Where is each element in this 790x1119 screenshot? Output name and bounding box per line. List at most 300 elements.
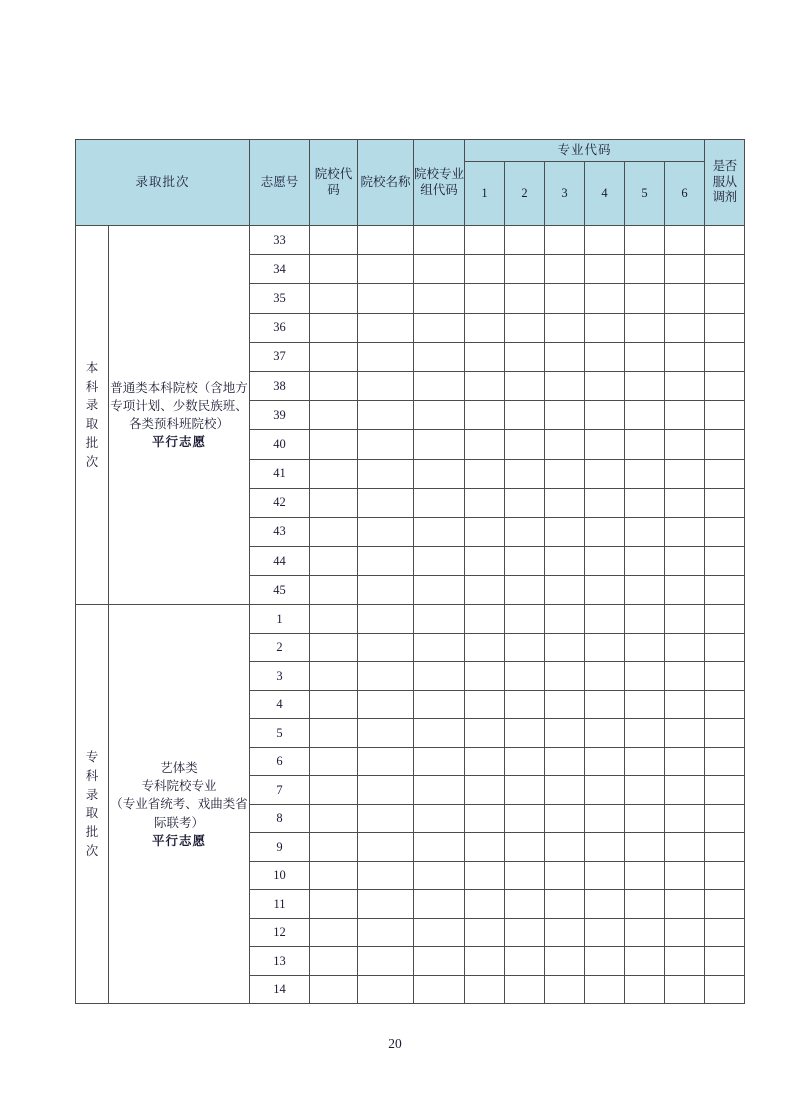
- major-code-cell-2[interactable]: [505, 488, 545, 517]
- major-code-cell-4[interactable]: [585, 747, 625, 776]
- major-code-cell-6[interactable]: [665, 401, 705, 430]
- school-code-cell[interactable]: [310, 662, 358, 691]
- school-name-cell[interactable]: [358, 342, 414, 371]
- major-code-cell-4[interactable]: [585, 918, 625, 947]
- school-major-group-code-cell[interactable]: [414, 861, 465, 890]
- major-code-cell-6[interactable]: [665, 918, 705, 947]
- major-code-cell-6[interactable]: [665, 605, 705, 634]
- school-major-group-code-cell[interactable]: [414, 605, 465, 634]
- school-code-cell[interactable]: [310, 776, 358, 805]
- major-code-cell-5[interactable]: [625, 975, 665, 1004]
- major-code-cell-6[interactable]: [665, 255, 705, 284]
- obey-adjustment-cell[interactable]: [705, 690, 745, 719]
- school-code-cell[interactable]: [310, 547, 358, 576]
- major-code-cell-5[interactable]: [625, 342, 665, 371]
- major-code-cell-6[interactable]: [665, 975, 705, 1004]
- major-code-cell-2[interactable]: [505, 342, 545, 371]
- school-code-cell[interactable]: [310, 517, 358, 546]
- major-code-cell-3[interactable]: [545, 776, 585, 805]
- major-code-cell-6[interactable]: [665, 517, 705, 546]
- school-major-group-code-cell[interactable]: [414, 488, 465, 517]
- school-code-cell[interactable]: [310, 890, 358, 919]
- major-code-cell-5[interactable]: [625, 804, 665, 833]
- major-code-cell-6[interactable]: [665, 342, 705, 371]
- school-code-cell[interactable]: [310, 747, 358, 776]
- school-major-group-code-cell[interactable]: [414, 975, 465, 1004]
- wish-number-cell: 9: [250, 833, 310, 862]
- major-code-cell-5[interactable]: [625, 605, 665, 634]
- school-major-group-code-cell[interactable]: [414, 833, 465, 862]
- major-code-cell-1[interactable]: [465, 861, 505, 890]
- major-code-cell-6[interactable]: [665, 690, 705, 719]
- major-code-cell-3[interactable]: [545, 918, 585, 947]
- school-code-cell[interactable]: [310, 255, 358, 284]
- major-code-cell-3[interactable]: [545, 284, 585, 313]
- major-code-cell-5[interactable]: [625, 517, 665, 546]
- major-code-cell-4[interactable]: [585, 633, 625, 662]
- major-code-cell-6[interactable]: [665, 633, 705, 662]
- major-code-cell-3[interactable]: [545, 401, 585, 430]
- school-name-cell[interactable]: [358, 833, 414, 862]
- batch-vertical-char: 取: [85, 806, 99, 821]
- major-code-cell-5[interactable]: [625, 690, 665, 719]
- school-name-cell[interactable]: [358, 690, 414, 719]
- school-major-group-code-cell[interactable]: [414, 633, 465, 662]
- major-code-cell-2[interactable]: [505, 947, 545, 976]
- school-major-group-code-cell[interactable]: [414, 371, 465, 400]
- major-code-cell-1[interactable]: [465, 690, 505, 719]
- school-name-cell[interactable]: [358, 890, 414, 919]
- header-major-col-5: 5: [625, 162, 665, 226]
- wish-number-cell: 5: [250, 719, 310, 748]
- school-code-cell[interactable]: [310, 371, 358, 400]
- major-code-cell-3[interactable]: [545, 255, 585, 284]
- major-code-cell-2[interactable]: [505, 576, 545, 605]
- major-code-cell-6[interactable]: [665, 804, 705, 833]
- obey-adjustment-cell[interactable]: [705, 313, 745, 342]
- wish-number-cell: 40: [250, 430, 310, 459]
- major-code-cell-1[interactable]: [465, 255, 505, 284]
- obey-adjustment-cell[interactable]: [705, 662, 745, 691]
- major-code-cell-5[interactable]: [625, 719, 665, 748]
- major-code-cell-2[interactable]: [505, 861, 545, 890]
- batch-vertical-char: 批: [85, 435, 99, 450]
- school-name-cell[interactable]: [358, 459, 414, 488]
- wish-number-cell: 2: [250, 633, 310, 662]
- obey-adjustment-cell[interactable]: [705, 804, 745, 833]
- major-code-cell-1[interactable]: [465, 918, 505, 947]
- major-code-cell-1[interactable]: [465, 947, 505, 976]
- major-code-cell-6[interactable]: [665, 488, 705, 517]
- batch-description-line: 普通类本科院校（含地方: [110, 380, 248, 395]
- major-code-cell-2[interactable]: [505, 605, 545, 634]
- school-major-group-code-cell[interactable]: [414, 576, 465, 605]
- major-code-cell-3[interactable]: [545, 890, 585, 919]
- batch-vertical-char: 录: [85, 787, 99, 802]
- batch-description-line: 各类预科班院校）: [129, 417, 230, 432]
- school-major-group-code-cell[interactable]: [414, 342, 465, 371]
- major-code-cell-5[interactable]: [625, 547, 665, 576]
- major-code-cell-1[interactable]: [465, 975, 505, 1004]
- obey-adjustment-cell[interactable]: [705, 576, 745, 605]
- batch-vertical-char: 次: [85, 843, 99, 858]
- major-code-cell-6[interactable]: [665, 890, 705, 919]
- school-major-group-code-cell[interactable]: [414, 662, 465, 691]
- school-name-cell[interactable]: [358, 662, 414, 691]
- major-code-cell-5[interactable]: [625, 488, 665, 517]
- school-major-group-code-cell[interactable]: [414, 547, 465, 576]
- obey-adjustment-cell[interactable]: [705, 284, 745, 313]
- major-code-cell-6[interactable]: [665, 776, 705, 805]
- major-code-cell-2[interactable]: [505, 890, 545, 919]
- major-code-cell-4[interactable]: [585, 662, 625, 691]
- major-code-cell-4[interactable]: [585, 371, 625, 400]
- major-code-cell-1[interactable]: [465, 547, 505, 576]
- major-code-cell-2[interactable]: [505, 430, 545, 459]
- major-code-cell-4[interactable]: [585, 226, 625, 255]
- obey-adjustment-cell[interactable]: [705, 747, 745, 776]
- major-code-cell-2[interactable]: [505, 633, 545, 662]
- header-major-col-4: 4: [585, 162, 625, 226]
- major-code-cell-1[interactable]: [465, 633, 505, 662]
- school-name-cell[interactable]: [358, 918, 414, 947]
- obey-adjustment-cell[interactable]: [705, 633, 745, 662]
- major-code-cell-2[interactable]: [505, 662, 545, 691]
- major-code-cell-5[interactable]: [625, 371, 665, 400]
- school-major-group-code-cell[interactable]: [414, 719, 465, 748]
- wish-number-cell: 6: [250, 747, 310, 776]
- wish-number-cell: 11: [250, 890, 310, 919]
- major-code-cell-6[interactable]: [665, 430, 705, 459]
- school-name-cell[interactable]: [358, 719, 414, 748]
- major-code-cell-6[interactable]: [665, 747, 705, 776]
- major-code-cell-2[interactable]: [505, 371, 545, 400]
- major-code-cell-2[interactable]: [505, 459, 545, 488]
- major-code-cell-5[interactable]: [625, 401, 665, 430]
- major-code-cell-1[interactable]: [465, 776, 505, 805]
- major-code-cell-2[interactable]: [505, 284, 545, 313]
- obey-adjustment-cell[interactable]: [705, 342, 745, 371]
- major-code-cell-1[interactable]: [465, 342, 505, 371]
- major-code-cell-5[interactable]: [625, 776, 665, 805]
- school-code-cell[interactable]: [310, 401, 358, 430]
- major-code-cell-3[interactable]: [545, 371, 585, 400]
- school-code-cell[interactable]: [310, 430, 358, 459]
- major-code-cell-1[interactable]: [465, 719, 505, 748]
- obey-adjustment-cell[interactable]: [705, 371, 745, 400]
- school-name-cell[interactable]: [358, 605, 414, 634]
- school-code-cell[interactable]: [310, 488, 358, 517]
- major-code-cell-1[interactable]: [465, 401, 505, 430]
- school-name-cell[interactable]: [358, 861, 414, 890]
- school-code-cell[interactable]: [310, 633, 358, 662]
- major-code-cell-3[interactable]: [545, 488, 585, 517]
- batch-vertical-char: 专: [85, 750, 99, 765]
- header-major-col-3: 3: [545, 162, 585, 226]
- major-code-cell-4[interactable]: [585, 861, 625, 890]
- obey-adjustment-cell[interactable]: [705, 947, 745, 976]
- major-code-cell-4[interactable]: [585, 401, 625, 430]
- major-code-cell-2[interactable]: [505, 690, 545, 719]
- major-code-cell-1[interactable]: [465, 605, 505, 634]
- major-code-cell-5[interactable]: [625, 633, 665, 662]
- major-code-cell-5[interactable]: [625, 284, 665, 313]
- major-code-cell-3[interactable]: [545, 633, 585, 662]
- major-code-cell-6[interactable]: [665, 459, 705, 488]
- school-name-cell[interactable]: [358, 255, 414, 284]
- major-code-cell-2[interactable]: [505, 517, 545, 546]
- major-code-cell-4[interactable]: [585, 255, 625, 284]
- major-code-cell-1[interactable]: [465, 833, 505, 862]
- school-name-cell[interactable]: [358, 371, 414, 400]
- obey-adjustment-cell[interactable]: [705, 488, 745, 517]
- school-code-cell[interactable]: [310, 947, 358, 976]
- major-code-cell-6[interactable]: [665, 547, 705, 576]
- obey-adjustment-cell[interactable]: [705, 547, 745, 576]
- wish-number-cell: 7: [250, 776, 310, 805]
- school-code-cell[interactable]: [310, 719, 358, 748]
- major-code-cell-4[interactable]: [585, 890, 625, 919]
- school-code-cell[interactable]: [310, 576, 358, 605]
- major-code-cell-5[interactable]: [625, 576, 665, 605]
- school-name-cell[interactable]: [358, 576, 414, 605]
- wish-number-cell: 35: [250, 284, 310, 313]
- wish-number-cell: 38: [250, 371, 310, 400]
- school-code-cell[interactable]: [310, 284, 358, 313]
- obey-adjustment-cell[interactable]: [705, 401, 745, 430]
- major-code-cell-3[interactable]: [545, 947, 585, 976]
- wish-number-cell: 44: [250, 547, 310, 576]
- wish-number-cell: 8: [250, 804, 310, 833]
- school-major-group-code-cell[interactable]: [414, 284, 465, 313]
- major-code-cell-2[interactable]: [505, 975, 545, 1004]
- wish-number-cell: 10: [250, 861, 310, 890]
- major-code-cell-2[interactable]: [505, 804, 545, 833]
- major-code-cell-1[interactable]: [465, 430, 505, 459]
- school-major-group-code-cell[interactable]: [414, 313, 465, 342]
- major-code-cell-4[interactable]: [585, 430, 625, 459]
- major-code-cell-4[interactable]: [585, 605, 625, 634]
- obey-adjustment-cell[interactable]: [705, 459, 745, 488]
- major-code-cell-5[interactable]: [625, 662, 665, 691]
- major-code-cell-3[interactable]: [545, 430, 585, 459]
- school-major-group-code-cell[interactable]: [414, 401, 465, 430]
- obey-adjustment-cell[interactable]: [705, 255, 745, 284]
- major-code-cell-5[interactable]: [625, 918, 665, 947]
- school-code-cell[interactable]: [310, 918, 358, 947]
- major-code-cell-1[interactable]: [465, 890, 505, 919]
- major-code-cell-5[interactable]: [625, 861, 665, 890]
- major-code-cell-4[interactable]: [585, 459, 625, 488]
- obey-adjustment-cell[interactable]: [705, 776, 745, 805]
- school-major-group-code-cell[interactable]: [414, 690, 465, 719]
- school-name-cell[interactable]: [358, 947, 414, 976]
- major-code-cell-6[interactable]: [665, 313, 705, 342]
- school-code-cell[interactable]: [310, 690, 358, 719]
- obey-adjustment-cell[interactable]: [705, 890, 745, 919]
- major-code-cell-1[interactable]: [465, 459, 505, 488]
- major-code-cell-5[interactable]: [625, 890, 665, 919]
- major-code-cell-1[interactable]: [465, 747, 505, 776]
- major-code-cell-5[interactable]: [625, 833, 665, 862]
- major-code-cell-5[interactable]: [625, 313, 665, 342]
- school-major-group-code-cell[interactable]: [414, 255, 465, 284]
- major-code-cell-3[interactable]: [545, 517, 585, 546]
- obey-line-1: 是否: [712, 159, 737, 174]
- major-code-cell-3[interactable]: [545, 690, 585, 719]
- major-code-cell-3[interactable]: [545, 804, 585, 833]
- school-code-cell[interactable]: [310, 833, 358, 862]
- major-code-cell-3[interactable]: [545, 547, 585, 576]
- major-code-cell-3[interactable]: [545, 226, 585, 255]
- major-code-cell-1[interactable]: [465, 313, 505, 342]
- obey-adjustment-cell[interactable]: [705, 430, 745, 459]
- school-name-cell[interactable]: [358, 401, 414, 430]
- school-name-cell[interactable]: [358, 747, 414, 776]
- major-code-cell-3[interactable]: [545, 975, 585, 1004]
- major-code-cell-6[interactable]: [665, 719, 705, 748]
- major-code-cell-3[interactable]: [545, 861, 585, 890]
- school-name-cell[interactable]: [358, 804, 414, 833]
- school-name-cell[interactable]: [358, 975, 414, 1004]
- major-code-cell-2[interactable]: [505, 747, 545, 776]
- major-code-cell-5[interactable]: [625, 430, 665, 459]
- major-code-cell-4[interactable]: [585, 517, 625, 546]
- major-code-cell-3[interactable]: [545, 719, 585, 748]
- major-code-cell-3[interactable]: [545, 747, 585, 776]
- school-code-cell[interactable]: [310, 804, 358, 833]
- major-code-cell-6[interactable]: [665, 662, 705, 691]
- batch-vertical-char: 取: [85, 417, 99, 432]
- major-code-cell-1[interactable]: [465, 517, 505, 546]
- school-name-cell[interactable]: [358, 633, 414, 662]
- major-code-cell-4[interactable]: [585, 975, 625, 1004]
- major-code-cell-4[interactable]: [585, 313, 625, 342]
- major-code-cell-4[interactable]: [585, 833, 625, 862]
- major-code-cell-6[interactable]: [665, 576, 705, 605]
- major-code-cell-4[interactable]: [585, 547, 625, 576]
- major-code-cell-1[interactable]: [465, 662, 505, 691]
- school-name-cell[interactable]: [358, 547, 414, 576]
- major-code-cell-4[interactable]: [585, 488, 625, 517]
- major-code-cell-2[interactable]: [505, 833, 545, 862]
- obey-adjustment-cell[interactable]: [705, 719, 745, 748]
- major-code-cell-6[interactable]: [665, 226, 705, 255]
- major-code-cell-4[interactable]: [585, 804, 625, 833]
- major-code-cell-6[interactable]: [665, 284, 705, 313]
- school-major-group-code-cell[interactable]: [414, 947, 465, 976]
- major-code-cell-1[interactable]: [465, 226, 505, 255]
- school-code-cell[interactable]: [310, 226, 358, 255]
- major-code-cell-4[interactable]: [585, 342, 625, 371]
- obey-adjustment-cell[interactable]: [705, 226, 745, 255]
- major-code-cell-3[interactable]: [545, 459, 585, 488]
- school-name-cell[interactable]: [358, 776, 414, 805]
- school-major-group-code-cell[interactable]: [414, 918, 465, 947]
- major-code-cell-6[interactable]: [665, 833, 705, 862]
- header-school-major-group-code: 院校专业组代码: [414, 140, 465, 226]
- major-code-cell-2[interactable]: [505, 313, 545, 342]
- major-code-cell-1[interactable]: [465, 576, 505, 605]
- school-major-group-code-cell[interactable]: [414, 804, 465, 833]
- school-code-cell[interactable]: [310, 861, 358, 890]
- major-code-cell-5[interactable]: [625, 255, 665, 284]
- major-code-cell-2[interactable]: [505, 255, 545, 284]
- school-code-cell[interactable]: [310, 459, 358, 488]
- obey-adjustment-cell[interactable]: [705, 517, 745, 546]
- school-name-cell[interactable]: [358, 517, 414, 546]
- major-code-cell-4[interactable]: [585, 719, 625, 748]
- wish-number-cell: 34: [250, 255, 310, 284]
- school-major-group-code-cell[interactable]: [414, 430, 465, 459]
- school-major-group-code-cell[interactable]: [414, 226, 465, 255]
- school-major-group-code-cell[interactable]: [414, 890, 465, 919]
- major-code-cell-5[interactable]: [625, 947, 665, 976]
- obey-adjustment-cell[interactable]: [705, 861, 745, 890]
- major-code-cell-2[interactable]: [505, 226, 545, 255]
- major-code-cell-1[interactable]: [465, 488, 505, 517]
- header-obey-adjustment: [705, 140, 745, 226]
- school-name-cell[interactable]: [358, 226, 414, 255]
- major-code-cell-2[interactable]: [505, 719, 545, 748]
- school-code-cell[interactable]: [310, 975, 358, 1004]
- major-code-cell-5[interactable]: [625, 226, 665, 255]
- batch-vertical-char: 本: [85, 360, 99, 375]
- major-code-cell-3[interactable]: [545, 662, 585, 691]
- major-code-cell-6[interactable]: [665, 861, 705, 890]
- school-name-cell[interactable]: [358, 488, 414, 517]
- school-name-cell[interactable]: [358, 430, 414, 459]
- school-code-cell[interactable]: [310, 342, 358, 371]
- major-code-cell-4[interactable]: [585, 947, 625, 976]
- school-name-cell[interactable]: [358, 313, 414, 342]
- major-code-cell-3[interactable]: [545, 576, 585, 605]
- major-code-cell-6[interactable]: [665, 371, 705, 400]
- school-code-cell[interactable]: [310, 605, 358, 634]
- obey-adjustment-cell[interactable]: [705, 918, 745, 947]
- major-code-cell-4[interactable]: [585, 576, 625, 605]
- major-code-cell-2[interactable]: [505, 547, 545, 576]
- major-code-cell-2[interactable]: [505, 918, 545, 947]
- obey-adjustment-cell[interactable]: [705, 605, 745, 634]
- major-code-cell-3[interactable]: [545, 342, 585, 371]
- school-major-group-code-cell[interactable]: [414, 747, 465, 776]
- school-code-cell[interactable]: [310, 313, 358, 342]
- major-code-cell-2[interactable]: [505, 776, 545, 805]
- header-row-top: [76, 140, 745, 162]
- major-code-cell-1[interactable]: [465, 284, 505, 313]
- major-code-cell-4[interactable]: [585, 776, 625, 805]
- school-major-group-code-cell[interactable]: [414, 517, 465, 546]
- major-code-cell-1[interactable]: [465, 371, 505, 400]
- batch-description-line: 专科院校专业: [141, 779, 217, 794]
- major-code-cell-1[interactable]: [465, 804, 505, 833]
- school-major-group-code-cell[interactable]: [414, 459, 465, 488]
- obey-adjustment-cell[interactable]: [705, 833, 745, 862]
- major-code-cell-3[interactable]: [545, 605, 585, 634]
- school-name-cell[interactable]: [358, 284, 414, 313]
- major-code-cell-5[interactable]: [625, 459, 665, 488]
- major-code-cell-3[interactable]: [545, 833, 585, 862]
- major-code-cell-2[interactable]: [505, 401, 545, 430]
- major-code-cell-3[interactable]: [545, 313, 585, 342]
- major-code-cell-4[interactable]: [585, 690, 625, 719]
- school-major-group-code-cell[interactable]: [414, 776, 465, 805]
- major-code-cell-4[interactable]: [585, 284, 625, 313]
- obey-adjustment-cell[interactable]: [705, 975, 745, 1004]
- major-code-cell-5[interactable]: [625, 747, 665, 776]
- major-code-cell-6[interactable]: [665, 947, 705, 976]
